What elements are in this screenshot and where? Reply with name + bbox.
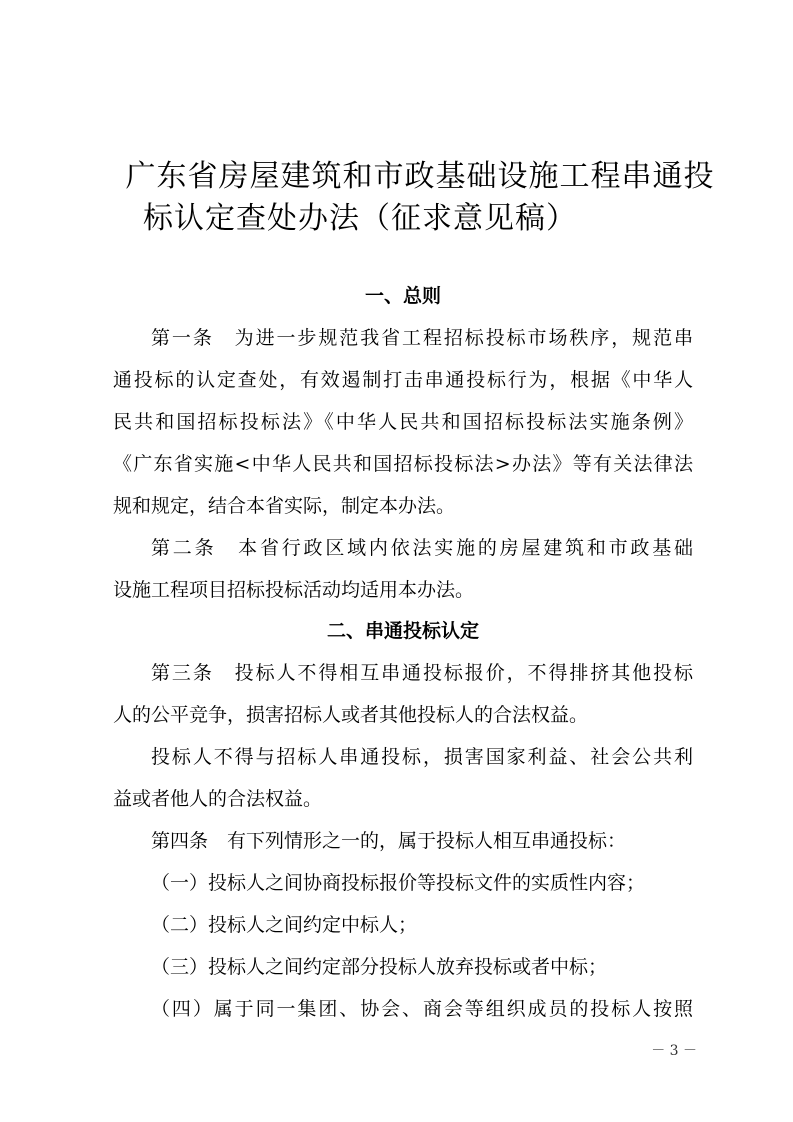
paragraph-line: 设施工程项目招标投标活动均适用本办法。 [113, 579, 475, 601]
list-item: （一）投标人之间协商投标报价等投标文件的实质性内容； [151, 872, 646, 894]
document-title-line-2: 标认定查处办法（征求意见稿） [143, 201, 577, 236]
paragraph-line: 通投标的认定查处，有效遏制打击串通投标行为，根据《中华人 [113, 369, 693, 391]
paragraph-line: 规和规定，结合本省实际，制定本办法。 [113, 495, 456, 517]
section-heading-general: 一、总则 [364, 285, 441, 307]
paragraph-line: 人的公平竞争，损害招标人或者其他投标人的合法权益。 [113, 704, 589, 726]
list-item: （二）投标人之间约定中标人； [151, 914, 418, 936]
paragraph-line: 益或者他人的合法权益。 [113, 788, 323, 810]
paragraph-line: 《广东省实施<中华人民共和国招标投标法>办法》等有关法律法 [113, 453, 693, 475]
page-number: － 3 － [651, 1043, 697, 1059]
list-item: （四）属于同一集团、协会、商会等组织成员的投标人按照 [151, 998, 693, 1020]
list-item: （三）投标人之间约定部分投标人放弃投标或者中标； [151, 956, 608, 978]
section-heading-collusion: 二、串通投标认定 [326, 620, 479, 642]
paragraph-line: 第二条 本省行政区域内依法实施的房屋建筑和市政基础 [151, 537, 693, 559]
paragraph-line: 民共和国招标投标法》《中华人民共和国招标投标法实施条例》 [113, 411, 693, 433]
document-title-line-1: 广东省房屋建筑和市政基础设施工程串通投 [125, 159, 715, 194]
paragraph-line: 第三条 投标人不得相互串通投标报价，不得排挤其他投标 [151, 662, 693, 684]
paragraph-line: 第一条 为进一步规范我省工程招标投标市场秩序，规范串 [151, 327, 693, 349]
paragraph-line: 投标人不得与招标人串通投标，损害国家利益、社会公共利 [151, 746, 693, 768]
paragraph-line: 第四条 有下列情形之一的，属于投标人相互串通投标： [151, 830, 627, 852]
